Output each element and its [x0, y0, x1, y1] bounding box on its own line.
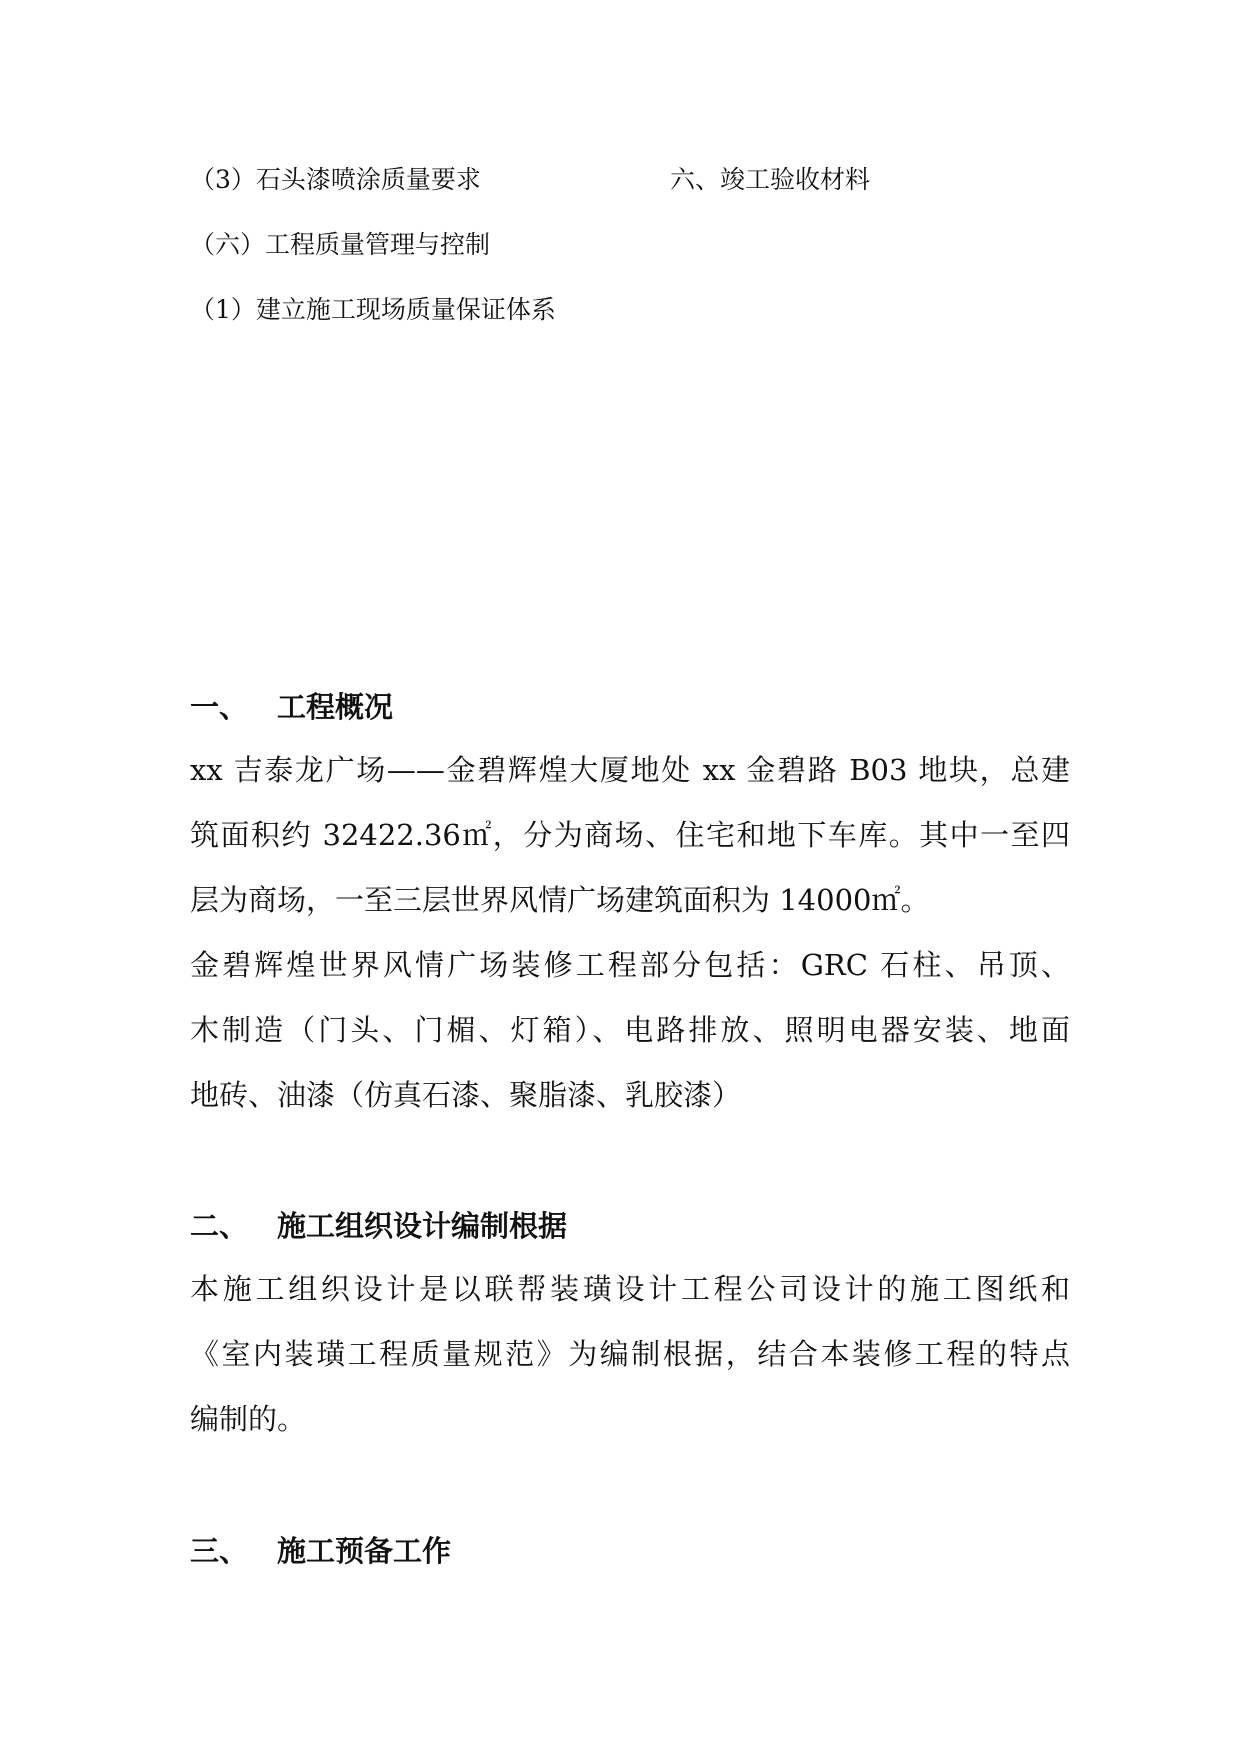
section-body	[190, 1257, 1070, 1452]
section-number: 二、	[190, 1209, 249, 1243]
body-line: 《室内装璜工程质量规范》为编制根据，结合本装修工程的特点	[190, 1337, 1070, 1371]
toc-item: （3）石头漆喷涂质量要求	[190, 165, 481, 194]
section-heading	[190, 1533, 451, 1569]
section-title: 工程概况	[277, 690, 394, 724]
section-heading	[190, 1208, 567, 1244]
toc-item: （1）建立施工现场质量保证体系	[190, 295, 556, 324]
body-line: 筑面积约 32422.36㎡，分为商场、住宅和地下车库。其中一至四	[190, 818, 1070, 852]
body-line: 地砖、油漆（仿真石漆、聚脂漆、乳胶漆）	[190, 1078, 742, 1112]
body-line: 层为商场，一至三层世界风情广场建筑面积为 14000㎡。	[190, 883, 930, 917]
body-line: 本施工组织设计是以联帮装璜设计工程公司设计的施工图纸和	[190, 1272, 1070, 1306]
toc-item: 六、竣工验收材料	[670, 165, 871, 194]
body-line: 金碧辉煌世界风情广场装修工程部分包括：GRC 石柱、吊顶、	[190, 948, 1070, 982]
body-line: 编制的。	[190, 1402, 307, 1436]
body-line: xx 吉泰龙广场——金碧辉煌大厦地处 xx 金碧路 B03 地块，总建	[190, 753, 1070, 787]
toc-item: （六）工程质量管理与控制	[190, 230, 491, 259]
section-number: 一、	[190, 690, 249, 724]
section-title: 施工预备工作	[277, 1534, 452, 1568]
body-line: 木制造（门头、门楣、灯箱）、电路排放、照明电器安装、地面	[190, 1013, 1070, 1047]
section-number: 三、	[190, 1534, 249, 1568]
section-heading	[190, 689, 393, 725]
section-body	[190, 738, 1070, 1128]
toc-fragment	[0, 0, 1241, 340]
section-title: 施工组织设计编制根据	[277, 1209, 568, 1243]
